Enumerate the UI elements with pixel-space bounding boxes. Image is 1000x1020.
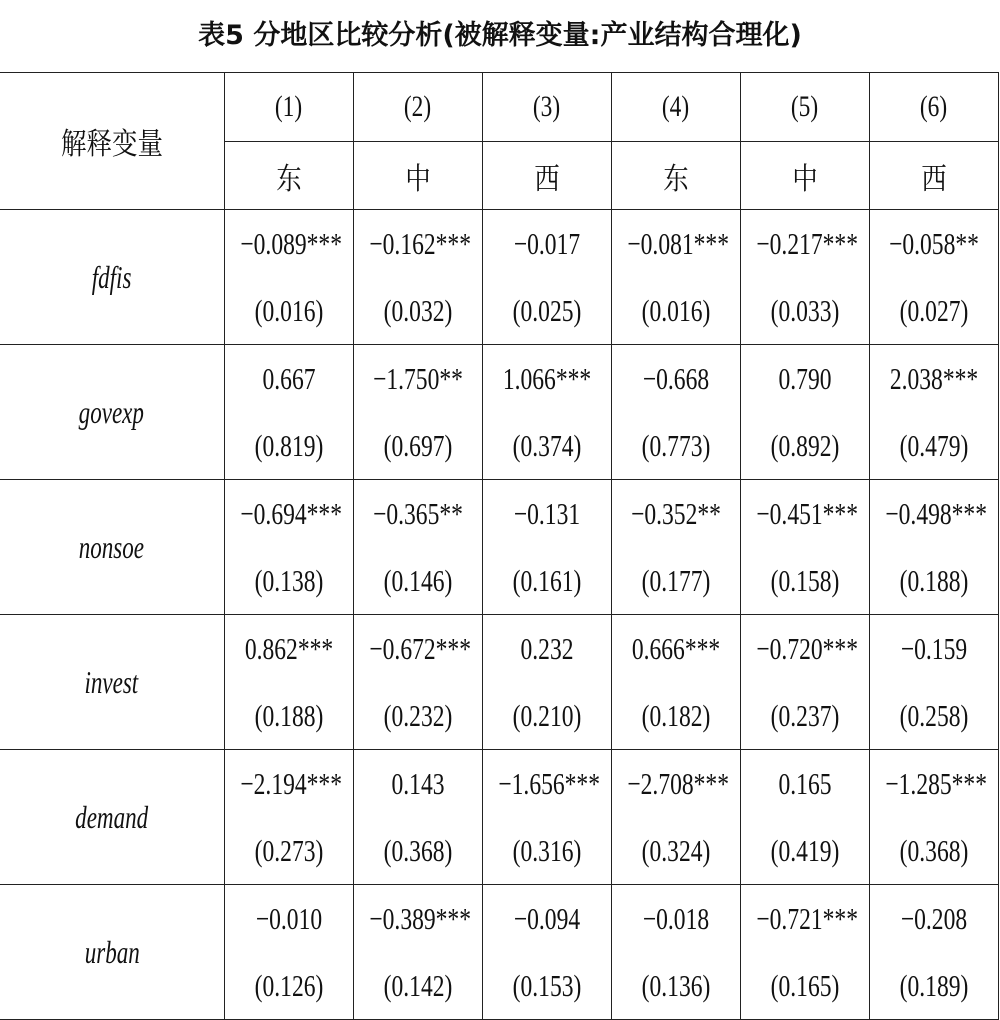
estimate-stack	[870, 345, 998, 479]
region-label: 东	[275, 161, 302, 197]
estimate-stack	[354, 480, 482, 614]
estimate-stack	[612, 480, 740, 614]
coefficient: −0.668	[642, 360, 709, 396]
coefficient: −0.720***	[755, 630, 858, 666]
coefficient: 1.066***	[502, 360, 591, 396]
standard-error: (0.368)	[899, 832, 968, 868]
standard-error: (0.188)	[899, 562, 968, 598]
coefficient: −1.285***	[884, 765, 987, 801]
estimate-cell	[869, 480, 998, 615]
variable-name: nonsoe	[79, 528, 145, 565]
estimate-stack	[354, 210, 482, 344]
coefficient: −0.162***	[368, 225, 471, 261]
estimate-cell	[482, 885, 611, 1020]
region-label: 中	[791, 161, 818, 197]
estimate-cell	[224, 615, 353, 750]
standard-error: (0.025)	[512, 292, 581, 328]
estimate-stack	[870, 615, 998, 749]
estimate-cell	[353, 210, 482, 345]
estimate-stack	[354, 615, 482, 749]
column-number: (6)	[919, 90, 948, 123]
standard-error: (0.258)	[899, 697, 968, 733]
estimate-cell	[869, 345, 998, 480]
variable-name: fdfis	[91, 258, 132, 295]
estimate-cell	[611, 480, 740, 615]
standard-error: (0.324)	[641, 832, 710, 868]
standard-error: (0.189)	[899, 967, 968, 1003]
coefficient: −0.721***	[755, 900, 858, 936]
coefficient: −0.018	[642, 900, 709, 936]
coefficient: −0.089***	[239, 225, 342, 261]
standard-error: (0.237)	[770, 697, 839, 733]
estimate-cell	[353, 750, 482, 885]
coefficient: −0.081***	[626, 225, 729, 261]
col-num-3	[482, 73, 611, 142]
col-num-6	[869, 73, 998, 142]
column-number: (4)	[661, 90, 690, 123]
coefficient: −2.194***	[239, 765, 342, 801]
regression-table	[0, 72, 999, 1020]
estimate-cell	[611, 615, 740, 750]
variable-header: 解释变量	[60, 127, 163, 162]
col-region-1	[224, 142, 353, 210]
coefficient: −0.389***	[368, 900, 471, 936]
standard-error: (0.892)	[770, 427, 839, 463]
standard-error: (0.165)	[770, 967, 839, 1003]
variable-name: govexp	[79, 393, 145, 430]
coefficient: −0.094	[513, 900, 580, 936]
table-row	[0, 210, 998, 345]
variable-name: invest	[84, 663, 139, 700]
column-number: (3)	[532, 90, 561, 123]
estimate-cell	[224, 885, 353, 1020]
col-region-5	[740, 142, 869, 210]
variable-cell	[0, 615, 224, 750]
standard-error: (0.027)	[899, 292, 968, 328]
estimate-cell	[224, 480, 353, 615]
table-title: 表5 分地区比较分析(被解释变量:产业结构合理化)	[198, 20, 802, 51]
region-label: 东	[662, 161, 689, 197]
standard-error: (0.136)	[641, 967, 710, 1003]
column-number: (2)	[403, 90, 432, 123]
estimate-stack	[741, 615, 869, 749]
estimate-stack	[612, 615, 740, 749]
col-num-1	[224, 73, 353, 142]
estimate-stack	[483, 885, 611, 1019]
estimate-stack	[483, 345, 611, 479]
estimate-stack	[741, 885, 869, 1019]
coefficient: −0.159	[900, 630, 967, 666]
standard-error: (0.032)	[383, 292, 452, 328]
variable-cell	[0, 345, 224, 480]
estimate-stack	[225, 210, 353, 344]
standard-error: (0.153)	[512, 967, 581, 1003]
estimate-cell	[353, 615, 482, 750]
estimate-cell	[611, 345, 740, 480]
estimate-stack	[612, 210, 740, 344]
coefficient: −0.058**	[888, 225, 979, 261]
estimate-cell	[740, 480, 869, 615]
estimate-cell	[224, 750, 353, 885]
col-num-2	[353, 73, 482, 142]
table-row	[0, 750, 998, 885]
col-num-4	[611, 73, 740, 142]
variable-cell	[0, 210, 224, 345]
standard-error: (0.161)	[512, 562, 581, 598]
region-label: 西	[920, 161, 947, 197]
coefficient: −0.131	[513, 495, 580, 531]
estimate-stack	[483, 210, 611, 344]
coefficient: −0.451***	[755, 495, 858, 531]
coefficient: −0.672***	[368, 630, 471, 666]
coefficient: −0.217***	[755, 225, 858, 261]
standard-error: (0.368)	[383, 832, 452, 868]
estimate-cell	[740, 210, 869, 345]
estimate-stack	[741, 750, 869, 884]
col-region-3	[482, 142, 611, 210]
variable-header-cell	[0, 73, 224, 210]
header-row-numbers	[0, 73, 998, 142]
coefficient: −2.708***	[626, 765, 729, 801]
coefficient: −0.365**	[372, 495, 463, 531]
estimate-cell	[353, 885, 482, 1020]
estimate-cell	[740, 615, 869, 750]
variable-cell	[0, 885, 224, 1020]
estimate-cell	[482, 480, 611, 615]
estimate-cell	[353, 345, 482, 480]
estimate-cell	[482, 615, 611, 750]
standard-error: (0.479)	[899, 427, 968, 463]
estimate-cell	[353, 480, 482, 615]
table-row	[0, 885, 998, 1020]
variable-name: demand	[75, 798, 149, 835]
estimate-cell	[611, 885, 740, 1020]
estimate-stack	[354, 345, 482, 479]
estimate-cell	[224, 210, 353, 345]
table-row	[0, 345, 998, 480]
estimate-cell	[869, 885, 998, 1020]
estimate-cell	[482, 345, 611, 480]
estimate-stack	[225, 345, 353, 479]
estimate-cell	[740, 885, 869, 1020]
estimate-stack	[612, 750, 740, 884]
coefficient: 0.232	[519, 630, 574, 666]
standard-error: (0.182)	[641, 697, 710, 733]
coefficient: 0.143	[390, 765, 445, 801]
standard-error: (0.188)	[254, 697, 323, 733]
estimate-stack	[612, 345, 740, 479]
variable-cell	[0, 750, 224, 885]
standard-error: (0.697)	[383, 427, 452, 463]
table-row	[0, 615, 998, 750]
standard-error: (0.126)	[254, 967, 323, 1003]
coefficient: 0.790	[777, 360, 832, 396]
col-num-5	[740, 73, 869, 142]
estimate-cell	[869, 750, 998, 885]
coefficient: −0.208	[900, 900, 967, 936]
estimate-cell	[482, 750, 611, 885]
estimate-stack	[870, 750, 998, 884]
estimate-stack	[741, 345, 869, 479]
standard-error: (0.138)	[254, 562, 323, 598]
coefficient: −1.656***	[497, 765, 600, 801]
estimate-stack	[870, 210, 998, 344]
estimate-stack	[483, 615, 611, 749]
coefficient: −0.017	[513, 225, 580, 261]
col-region-2	[353, 142, 482, 210]
estimate-cell	[869, 615, 998, 750]
standard-error: (0.419)	[770, 832, 839, 868]
standard-error: (0.232)	[383, 697, 452, 733]
coefficient: 0.862***	[244, 630, 333, 666]
estimate-cell	[611, 210, 740, 345]
standard-error: (0.158)	[770, 562, 839, 598]
standard-error: (0.316)	[512, 832, 581, 868]
estimate-stack	[483, 480, 611, 614]
estimate-cell	[740, 750, 869, 885]
estimate-cell	[869, 210, 998, 345]
estimate-stack	[612, 885, 740, 1019]
estimate-stack	[225, 480, 353, 614]
coefficient: 0.165	[777, 765, 832, 801]
table-row	[0, 480, 998, 615]
estimate-cell	[224, 345, 353, 480]
estimate-cell	[482, 210, 611, 345]
coefficient: −0.352**	[630, 495, 721, 531]
region-label: 中	[404, 161, 431, 197]
coefficient: −1.750**	[372, 360, 463, 396]
coefficient: 0.667	[261, 360, 316, 396]
estimate-stack	[483, 750, 611, 884]
standard-error: (0.142)	[383, 967, 452, 1003]
coefficient: −0.498***	[884, 495, 987, 531]
estimate-stack	[225, 750, 353, 884]
estimate-stack	[741, 480, 869, 614]
estimate-stack	[870, 480, 998, 614]
standard-error: (0.033)	[770, 292, 839, 328]
estimate-stack	[741, 210, 869, 344]
estimate-stack	[870, 885, 998, 1019]
variable-cell	[0, 480, 224, 615]
coefficient: −0.010	[255, 900, 322, 936]
coefficient: −0.694***	[239, 495, 342, 531]
standard-error: (0.016)	[254, 292, 323, 328]
col-region-6	[869, 142, 998, 210]
estimate-stack	[354, 885, 482, 1019]
standard-error: (0.773)	[641, 427, 710, 463]
estimate-cell	[740, 345, 869, 480]
estimate-stack	[354, 750, 482, 884]
column-number: (1)	[274, 90, 303, 123]
standard-error: (0.819)	[254, 427, 323, 463]
standard-error: (0.210)	[512, 697, 581, 733]
col-region-4	[611, 142, 740, 210]
estimate-stack	[225, 885, 353, 1019]
coefficient: 0.666***	[631, 630, 720, 666]
coefficient: 2.038***	[889, 360, 978, 396]
estimate-cell	[611, 750, 740, 885]
standard-error: (0.146)	[383, 562, 452, 598]
standard-error: (0.016)	[641, 292, 710, 328]
estimate-stack	[225, 615, 353, 749]
standard-error: (0.177)	[641, 562, 710, 598]
column-number: (5)	[790, 90, 819, 123]
standard-error: (0.273)	[254, 832, 323, 868]
variable-name: urban	[84, 933, 140, 970]
standard-error: (0.374)	[512, 427, 581, 463]
region-label: 西	[533, 161, 560, 197]
